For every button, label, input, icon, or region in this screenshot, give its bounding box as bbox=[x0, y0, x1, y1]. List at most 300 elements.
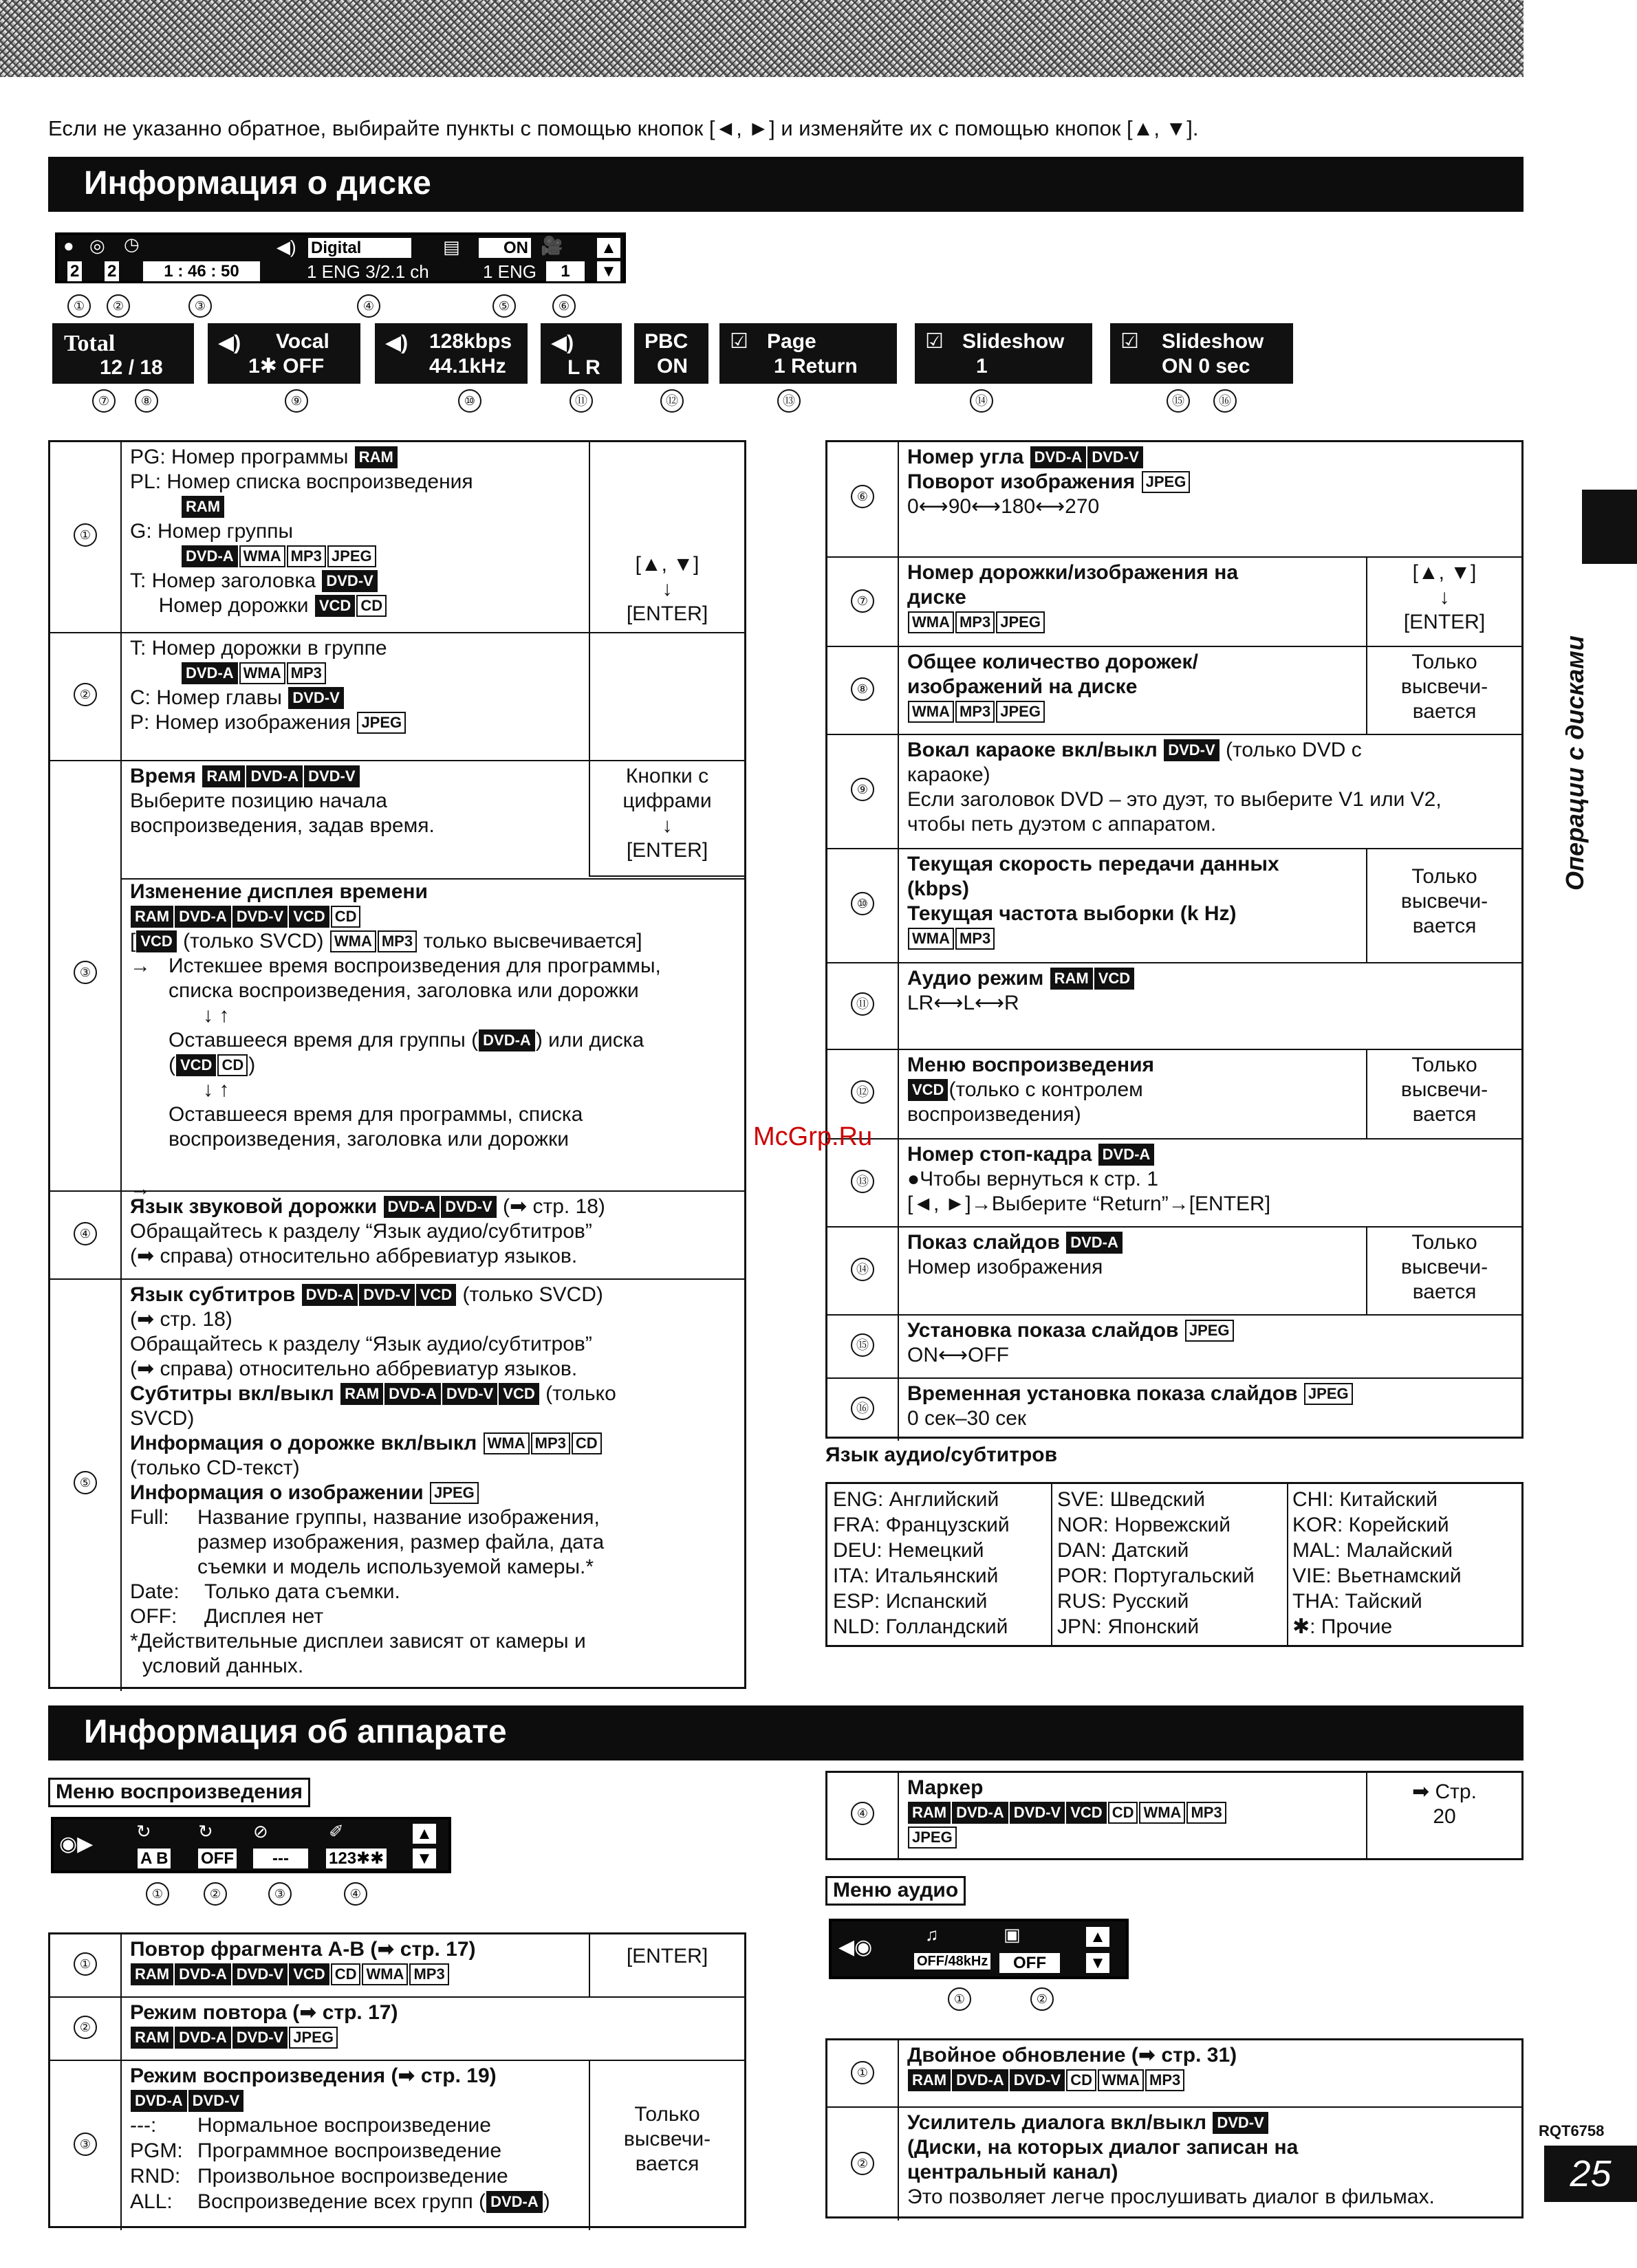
subtitle-lang-heading: Язык субтитров bbox=[130, 1283, 296, 1306]
only-3: вается bbox=[1412, 1280, 1477, 1303]
callout-12: ⑫ bbox=[660, 389, 684, 413]
language-table bbox=[825, 1482, 1524, 1647]
row-number: ⑦ bbox=[851, 589, 874, 613]
lang-item: THA: Тайский bbox=[1292, 1590, 1422, 1613]
only-3: вается bbox=[1412, 915, 1477, 937]
play-menu-table bbox=[48, 1932, 746, 2228]
tag-ram: RAM bbox=[202, 765, 245, 787]
page-label: Page bbox=[767, 330, 816, 353]
table-row bbox=[827, 1049, 1521, 1138]
tag-mp3: MP3 bbox=[955, 928, 995, 950]
slideshow-value: 1 bbox=[976, 355, 988, 378]
lang-item: VIE: Вьетнамский bbox=[1292, 1564, 1462, 1587]
audio-lang-ref-1: Обращайтесь к разделу “Язык аудио/субтитров” bbox=[130, 1220, 592, 1243]
callout-3: ③ bbox=[188, 294, 212, 318]
sub-ref-2: (➡ справа) относительно аббревиатур языков. bbox=[130, 1357, 578, 1380]
table-row bbox=[50, 1190, 744, 1278]
samplerate-heading: Текущая частота выборки (k Hz) bbox=[907, 902, 1237, 925]
still-note-1: ●Чтобы вернуться к стр. 1 bbox=[907, 1168, 1159, 1190]
track-info-heading: Информация о дорожке вкл/выкл bbox=[130, 1432, 477, 1454]
ab-repeat-heading: Повтор фрагмента A-B (➡ стр. 17) bbox=[130, 1938, 476, 1961]
tag-dvda: DVD-A bbox=[302, 1284, 358, 1306]
callout-14: ⑭ bbox=[970, 389, 993, 413]
row-number: ⑥ bbox=[851, 485, 874, 508]
callout-2: ② bbox=[1030, 1987, 1054, 2011]
tag-dvdv: DVD-V bbox=[188, 2090, 243, 2112]
tag-dvdv: DVD-V bbox=[322, 570, 377, 592]
tag-dvda: DVD-A bbox=[175, 2027, 231, 2049]
row-number: ④ bbox=[74, 1222, 97, 1245]
duet-1: Если заголовок DVD – это дуэт, то выберите V1 или V2, bbox=[907, 788, 1442, 811]
tag-cd: CD bbox=[572, 1432, 602, 1454]
only-1: Только bbox=[634, 2103, 700, 2126]
tag-cd: CD bbox=[331, 1963, 361, 1985]
osd-audio: 1 ENG 3/2.1 ch bbox=[307, 261, 429, 282]
cd-text-note: (только CD-текст) bbox=[130, 1457, 300, 1479]
full-desc-1: Название группы, название изображения, bbox=[197, 1506, 600, 1529]
elapsed-2: списка воспроизведения, заголовка или дорожки bbox=[169, 979, 639, 1002]
callout-1: ① bbox=[146, 1882, 169, 1906]
subtitle-icon: ▤ bbox=[443, 237, 460, 257]
lang-item: ✱: Прочие bbox=[1292, 1615, 1393, 1638]
tag-dvda: DVD-A bbox=[384, 1383, 441, 1405]
table-row bbox=[827, 646, 1521, 734]
tag-dvdv: DVD-V bbox=[304, 765, 359, 787]
lang-item: DAN: Датский bbox=[1057, 1539, 1189, 1562]
play-mode-icon: ⊘ bbox=[253, 1821, 268, 1842]
pbc-value: ON bbox=[657, 355, 688, 378]
chapter-line: C: Номер главы bbox=[130, 686, 282, 709]
tag-mp3: MP3 bbox=[409, 1963, 448, 1985]
ab-value: A B bbox=[138, 1849, 171, 1868]
tag-dvda: DVD-A bbox=[175, 906, 231, 928]
page-icon: ☑ bbox=[730, 330, 748, 353]
bitrate-heading: Текущая скорость передачи данных bbox=[907, 853, 1279, 875]
tag-dvda: DVD-A bbox=[952, 1802, 1008, 1824]
only-1: Только bbox=[1411, 1231, 1477, 1254]
side-enter: [ENTER] bbox=[1403, 611, 1486, 633]
vocal-box bbox=[208, 323, 360, 384]
lang-item: NLD: Голландский bbox=[833, 1615, 1008, 1638]
up-arrow-icon: ▲ bbox=[1086, 1927, 1109, 1947]
slideshow-box bbox=[915, 323, 1092, 384]
slideshow-heading: Показ слайдов bbox=[907, 1231, 1060, 1254]
row-number: ⑪ bbox=[851, 992, 874, 1016]
only-3: вается bbox=[1412, 1103, 1477, 1126]
remaining-group: Оставшееся время для группы ( bbox=[169, 1029, 479, 1051]
page-ref: ➡ Стр. bbox=[1412, 1780, 1477, 1803]
tag-jpeg: JPEG bbox=[289, 2027, 338, 2049]
tag-wma: WMA bbox=[239, 662, 285, 684]
repeat-value: OFF bbox=[198, 1849, 237, 1868]
tag-dvda: DVD-A bbox=[182, 545, 238, 567]
tag-dvda: DVD-A bbox=[952, 2069, 1008, 2091]
tag-mp3: MP3 bbox=[531, 1432, 570, 1454]
picture-line: P: Номер изображения bbox=[130, 711, 351, 734]
osd-value-1: 2 bbox=[67, 261, 82, 281]
table-row bbox=[827, 1138, 1521, 1226]
clock-icon: ◷ bbox=[124, 234, 140, 254]
only-note: (только bbox=[545, 1382, 616, 1405]
osd-sub-lang: 1 ENG bbox=[483, 261, 537, 282]
slideshow-set-heading: Установка показа слайдов bbox=[907, 1319, 1179, 1342]
play-mode-value: --- bbox=[253, 1849, 308, 1868]
row-number: ⑯ bbox=[851, 1397, 874, 1420]
row-number: ② bbox=[74, 683, 97, 706]
tag-mp3: MP3 bbox=[1186, 1802, 1226, 1824]
tag-wma: WMA bbox=[239, 545, 285, 567]
track-num-heading-1: Номер дорожки/изображения на bbox=[907, 561, 1239, 584]
only-2: высвечи- bbox=[623, 2128, 711, 2150]
total-value: 12 / 18 bbox=[100, 356, 163, 379]
tag-dvdv: DVD-V bbox=[232, 1963, 288, 1985]
row-number: ⑮ bbox=[851, 1333, 874, 1357]
slideshow-label: Slideshow bbox=[962, 330, 1065, 353]
callout-1: ① bbox=[67, 294, 91, 318]
osd-sub-on: ON bbox=[479, 238, 531, 258]
tag-dvda: DVD-A bbox=[1030, 446, 1087, 468]
tag-vcd: VCD bbox=[1066, 1802, 1106, 1824]
page-ref: (➡ стр. 18) bbox=[503, 1195, 605, 1218]
group-icon: ◎ bbox=[89, 235, 105, 256]
tag-vcd: VCD bbox=[499, 1383, 539, 1405]
table-row bbox=[827, 2106, 1521, 2221]
tag-vcd: VCD bbox=[315, 595, 355, 617]
bitrate-box bbox=[375, 323, 528, 384]
bitrate-label: 128kbps bbox=[429, 330, 512, 353]
tag-jpeg: JPEG bbox=[357, 712, 406, 734]
rotate-values: 0⟷90⟷180⟷270 bbox=[907, 495, 1100, 518]
tag-ram: RAM bbox=[355, 446, 398, 468]
marker-icon: ✐ bbox=[329, 1821, 344, 1842]
table-row bbox=[50, 442, 744, 632]
tag-jpeg: JPEG bbox=[327, 545, 376, 567]
tag-cd: CD bbox=[217, 1054, 248, 1076]
header-noise-strip bbox=[0, 0, 1524, 77]
table-row bbox=[827, 1773, 1521, 1858]
angle-heading: Номер угла bbox=[907, 446, 1024, 468]
marker-table bbox=[825, 1771, 1524, 1860]
audio-lang-heading: Язык звуковой дорожки bbox=[130, 1195, 378, 1218]
lr-label: L R bbox=[567, 356, 600, 379]
page-number: 25 bbox=[1544, 2146, 1637, 2202]
doc-code: RQT6758 bbox=[1539, 2122, 1605, 2139]
still-heading: Номер стоп-кадра bbox=[907, 1143, 1092, 1166]
table-row bbox=[827, 1314, 1521, 1377]
tag-jpeg: JPEG bbox=[996, 701, 1045, 723]
tag-dvdv: DVD-V bbox=[232, 906, 288, 928]
tag-dvda: DVD-A bbox=[1066, 1232, 1123, 1254]
mode-desc: Программное воспроизведение bbox=[197, 2139, 502, 2162]
row-number: ① bbox=[74, 523, 97, 547]
tag-cd: CD bbox=[1108, 1802, 1138, 1824]
tag-dvda: DVD-A bbox=[486, 2191, 543, 2213]
lang-item: SVE: Шведский bbox=[1057, 1488, 1205, 1511]
side-enter: [ENTER] bbox=[589, 1934, 744, 1996]
tag-ram: RAM bbox=[908, 2069, 951, 2091]
pbc-note-2: воспроизведения) bbox=[907, 1103, 1081, 1126]
row-number: ④ bbox=[851, 1802, 874, 1825]
lang-item: DEU: Немецкий bbox=[833, 1539, 984, 1562]
slideshow-setting-value: ON 0 sec bbox=[1162, 355, 1250, 378]
slideshow-setting-label: Slideshow bbox=[1162, 330, 1264, 353]
tag-ram: RAM bbox=[1050, 968, 1093, 990]
table-row bbox=[827, 2040, 1521, 2106]
vocal-value: 1✱ OFF bbox=[248, 355, 325, 378]
lang-title: Язык аудио/субтитров bbox=[825, 1443, 1058, 1466]
lang-col-3 bbox=[1292, 1487, 1462, 1639]
g-line: G: Номер группы bbox=[130, 520, 294, 543]
svcd-note: (только SVCD) bbox=[183, 930, 324, 952]
osd-value-2: 2 bbox=[105, 261, 119, 281]
side-keys: [▲, ▼] bbox=[1412, 561, 1477, 584]
vocal-label: Vocal bbox=[276, 330, 329, 353]
only-2: высвечи- bbox=[1400, 890, 1488, 913]
total-heading-1: Общее количество дорожек/ bbox=[907, 651, 1198, 673]
repeat-icon: ↻ bbox=[198, 1821, 213, 1842]
table-row bbox=[827, 848, 1521, 962]
play-menu-label: Меню воспроизведения bbox=[48, 1778, 310, 1807]
side-arrow: ↓ bbox=[662, 578, 673, 600]
tag-dvdv: DVD-V bbox=[288, 687, 343, 709]
audio-menu-label: Меню аудио bbox=[825, 1876, 966, 1906]
tag-dvdv: DVD-V bbox=[1087, 446, 1142, 468]
remaining-2: воспроизведения, заголовка или дорожки bbox=[169, 1128, 570, 1151]
table-row: ③ Режим воспроизведения (➡ стр. 19) DVD-A DVD-V ---: Нормальное воспроизведение PGM: Программное воспроизведение RND: Произвольное воспроизведение ALL: Воспроизведение всех групп ( DVD-A ) Только высвечи- вается bbox=[50, 2060, 744, 2230]
dialog-heading: Усилитель диалога вкл/выкл bbox=[907, 2111, 1206, 2134]
tag-mp3: MP3 bbox=[955, 611, 995, 633]
play-menu-heading: Меню воспроизведения bbox=[907, 1054, 1155, 1076]
page-box bbox=[719, 323, 897, 384]
down-arrow-icon: ▼ bbox=[1086, 1953, 1109, 1973]
tag-jpeg: JPEG bbox=[996, 611, 1045, 633]
subtitle-onoff-heading: Субтитры вкл/выкл bbox=[130, 1382, 334, 1405]
bitrate-unit: (kbps) bbox=[907, 877, 969, 900]
only-1: Только bbox=[1411, 1054, 1477, 1076]
pl-line: PL: Номер списка воспроизведения bbox=[130, 470, 473, 493]
tag-dvda: DVD-A bbox=[182, 662, 238, 684]
total-heading-2: изображений на диске bbox=[907, 675, 1138, 698]
lang-item: RUS: Русский bbox=[1057, 1590, 1189, 1613]
osd-angle: 1 bbox=[546, 261, 585, 281]
footnote-2: условий данных. bbox=[142, 1655, 304, 1677]
speaker-icon: ◀) bbox=[277, 237, 296, 257]
callout-5: ⑤ bbox=[492, 294, 516, 318]
table-row bbox=[827, 556, 1521, 646]
audio-menu-osd bbox=[829, 1919, 1129, 1979]
row-number: ① bbox=[851, 2061, 874, 2084]
repeat-ab-icon: ↻ bbox=[136, 1821, 151, 1842]
angle-icon: 🎥 bbox=[541, 235, 563, 256]
callout-11: ⑪ bbox=[570, 389, 593, 413]
tag-wma: WMA bbox=[1098, 2069, 1144, 2091]
speaker-icon-2: ◀) bbox=[385, 331, 409, 354]
down-arrow-icon: ▼ bbox=[597, 261, 620, 281]
row-number: ⑫ bbox=[851, 1080, 874, 1104]
tag-dvdv: DVD-V bbox=[1010, 2069, 1065, 2091]
dual-remaster-heading: Двойное обновление (➡ стр. 31) bbox=[907, 2044, 1237, 2067]
svcd-note: (только SVCD) bbox=[462, 1283, 603, 1306]
up-down-arrow-icon: ↓ ↑ bbox=[203, 1078, 230, 1101]
picture-info-heading: Информация о изображении bbox=[130, 1481, 424, 1504]
lr-box bbox=[541, 323, 622, 384]
tag-cd: CD bbox=[356, 595, 387, 617]
slideshow-time-values: 0 сек–30 сек bbox=[907, 1407, 1027, 1430]
lang-item: NOR: Норвежский bbox=[1057, 1514, 1231, 1536]
side-arrow: ↓ bbox=[1439, 586, 1450, 609]
audio-value-2: OFF bbox=[999, 1953, 1060, 1973]
lang-item: CHI: Китайский bbox=[1292, 1488, 1438, 1511]
time-heading: Время bbox=[130, 765, 196, 787]
dialog-icon: ▣ bbox=[1004, 1924, 1021, 1945]
up-arrow-icon: ▲ bbox=[597, 238, 620, 258]
repeat-mode-heading: Режим повтора (➡ стр. 17) bbox=[130, 2001, 398, 2024]
track-num-heading-2: диске bbox=[907, 586, 966, 609]
pbc-box bbox=[634, 323, 708, 384]
only-3: вается bbox=[635, 2152, 700, 2175]
tag-wma: WMA bbox=[330, 930, 376, 952]
row-number: ③ bbox=[74, 961, 97, 984]
pbc-note-1: (только с контролем bbox=[948, 1078, 1143, 1101]
up-arrow-icon: ▲ bbox=[413, 1824, 436, 1844]
tag-jpeg: JPEG bbox=[430, 1482, 479, 1504]
audio-lang-ref-2: (➡ справа) относительно аббревиатур языков. bbox=[130, 1245, 578, 1267]
arrow-icon: → bbox=[130, 955, 151, 977]
tag-dvdv: DVD-V bbox=[1164, 739, 1219, 761]
side-keys: [▲, ▼] bbox=[635, 553, 700, 576]
tag-vcd: VCD bbox=[1094, 968, 1134, 990]
callout-2: ② bbox=[107, 294, 130, 318]
tag-jpeg: JPEG bbox=[1185, 1320, 1234, 1342]
disc-icon: ● bbox=[63, 235, 74, 256]
dialog-note-2: центральный канал) bbox=[907, 2161, 1118, 2183]
row-number: ⑩ bbox=[851, 892, 874, 915]
tag-dvda: DVD-A bbox=[131, 2090, 187, 2112]
row-number: ⑨ bbox=[851, 778, 874, 801]
watermark: McGrp.Ru bbox=[753, 1122, 873, 1151]
frequency-label: 44.1kHz bbox=[429, 355, 506, 378]
tag-mp3: MP3 bbox=[1145, 2069, 1184, 2091]
osd-digital: Digital bbox=[308, 238, 411, 258]
tag-ram: RAM bbox=[131, 1963, 173, 1985]
full-desc-3: съемки и модель используемой камеры.* bbox=[197, 1556, 594, 1578]
tag-ram: RAM bbox=[131, 2027, 173, 2049]
lang-item: JPN: Японский bbox=[1057, 1615, 1200, 1638]
lang-col-2 bbox=[1057, 1487, 1255, 1639]
tag-dvdv: DVD-V bbox=[232, 2027, 288, 2049]
slideshow-set-values: ON⟷OFF bbox=[907, 1344, 1009, 1366]
elapsed-1: Истекшее время воспроизведения для программы, bbox=[169, 955, 661, 977]
table-row bbox=[827, 734, 1521, 848]
callout-1: ① bbox=[948, 1987, 971, 2011]
mode-desc: Произвольное воспроизведение bbox=[197, 2165, 508, 2188]
tag-ram: RAM bbox=[131, 906, 173, 928]
speaker-icon-3: ◀) bbox=[551, 331, 574, 354]
side-section-text: Операции с дисками bbox=[1561, 635, 1589, 891]
slideshow-icon-2: ☑ bbox=[1120, 330, 1139, 353]
side-enter: [ENTER] bbox=[626, 602, 708, 625]
off-desc: Дисплея нет bbox=[204, 1605, 324, 1628]
row-number: ① bbox=[74, 1952, 97, 1976]
track-line: Номер дорожки bbox=[130, 594, 309, 617]
tag-dvda: DVD-A bbox=[175, 1963, 231, 1985]
table-row: ③ Время RAM DVD-A DVD-V Выберите позицию начала воспроизведения, задав время. Кнопки с цифрами ↓ [ENTER] Изменение дисплея времени RAM DVD-A DVD-V VCD CD [ VCD (только SVCD) WMA MP3 только высвечивается] → Истекшее время воспроизведения для программы, списка воспроизведения, заголовка или дорожки ↓ ↑ Оставшееся время для группы ( DVD-A ) или диска ( VCD CD ) ↓ ↑ → Оставшееся время для программы, списка воспроизведения, заголовка или дорожки bbox=[50, 760, 744, 1190]
page-ref: (➡ стр. 18) bbox=[130, 1308, 232, 1331]
tag-vcd: VCD bbox=[416, 1284, 456, 1306]
audio-mode-values: LR⟷L⟷R bbox=[907, 992, 1019, 1014]
slideshow-icon: ☑ bbox=[925, 330, 944, 353]
tag-wma: WMA bbox=[362, 1963, 408, 1985]
dialog-note-1: (Диски, на которых диалог записан на bbox=[907, 2136, 1299, 2159]
left-info-table bbox=[48, 440, 746, 1689]
callout-2: ② bbox=[204, 1882, 227, 1906]
mode-key: ALL: bbox=[130, 2190, 173, 2213]
table-row bbox=[827, 962, 1521, 1049]
disc-osd-bar bbox=[55, 232, 626, 283]
slideshow-time-heading: Временная установка показа слайдов bbox=[907, 1382, 1298, 1405]
tag-mp3: MP3 bbox=[955, 701, 995, 723]
page-value: 1 Return bbox=[774, 355, 858, 378]
table-row bbox=[827, 1226, 1521, 1314]
lang-item: KOR: Корейский bbox=[1292, 1514, 1449, 1536]
right-info-table bbox=[825, 440, 1524, 1439]
side-tab-marker bbox=[1582, 490, 1637, 564]
track-group-line: T: Номер дорожки в группе bbox=[130, 637, 387, 659]
tag-vcd: VCD bbox=[289, 906, 329, 928]
tag-vcd: VCD bbox=[136, 930, 176, 952]
still-note-2: [◄, ►]→Выберите “Return”→[ENTER] bbox=[907, 1192, 1271, 1215]
tag-dvdv: DVD-V bbox=[442, 1383, 497, 1405]
row-number: ② bbox=[851, 2152, 874, 2175]
karaoke-note-2: караоке) bbox=[907, 763, 990, 786]
table-row bbox=[50, 632, 744, 760]
tag-dvdv: DVD-V bbox=[359, 1284, 414, 1306]
tag-cd: CD bbox=[1066, 2069, 1096, 2091]
tag-wma: WMA bbox=[1139, 1802, 1185, 1824]
section-title-disc: Информация о диске bbox=[48, 157, 1524, 212]
only-2: высвечи- bbox=[1400, 1256, 1488, 1278]
lang-item: ENG: Английский bbox=[833, 1488, 999, 1511]
duet-2: чтобы петь дуэтом с аппаратом. bbox=[907, 813, 1217, 836]
tag-wma: WMA bbox=[908, 928, 954, 950]
audio-menu-table bbox=[825, 2038, 1524, 2218]
off-key: OFF: bbox=[130, 1605, 177, 1628]
table-row bbox=[827, 1377, 1521, 1441]
callout-15: ⑮ bbox=[1167, 389, 1190, 413]
audio-mode-heading: Аудио режим bbox=[907, 967, 1044, 990]
callout-13: ⑬ bbox=[777, 389, 801, 413]
time-desc-1: Выберите позицию начала bbox=[130, 789, 387, 812]
side-numkeys-2: цифрами bbox=[622, 789, 712, 812]
arrow-icon: → bbox=[130, 1177, 151, 1200]
lang-item: FRA: Французский bbox=[833, 1514, 1010, 1536]
remaining-1: Оставшееся время для программы, списка bbox=[169, 1103, 583, 1126]
tag-mp3: MP3 bbox=[287, 545, 326, 567]
pbc-label: PBC bbox=[644, 330, 689, 353]
row-number: ③ bbox=[74, 2133, 97, 2156]
callout-6: ⑥ bbox=[552, 294, 576, 318]
callout-8: ⑧ bbox=[135, 389, 158, 413]
only-1: Только bbox=[1411, 651, 1477, 673]
tag-wma: WMA bbox=[484, 1432, 530, 1454]
slideshow-note: Номер изображения bbox=[907, 1256, 1103, 1278]
mode-desc: Воспроизведение всех групп ( bbox=[197, 2190, 486, 2213]
slideshow-setting-box bbox=[1110, 323, 1293, 384]
tag-dvda: DVD-A bbox=[384, 1196, 440, 1218]
play-mode-heading: Режим воспроизведения (➡ стр. 19) bbox=[130, 2064, 497, 2087]
page-ref-num: 20 bbox=[1433, 1805, 1456, 1828]
only-shown: только высвечивается] bbox=[423, 930, 642, 952]
